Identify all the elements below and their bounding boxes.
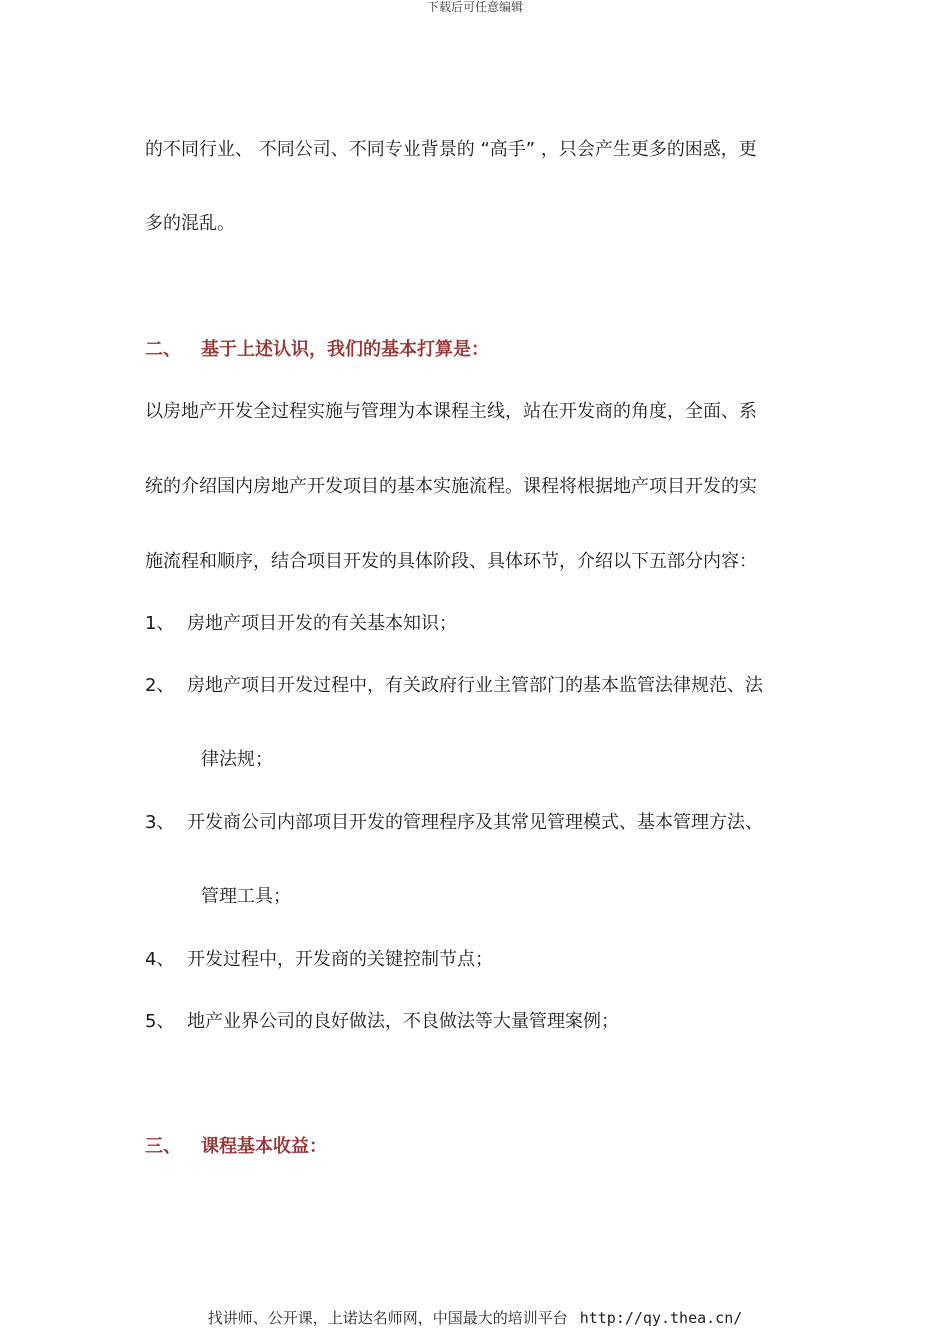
list-item-number: 5、 [145, 1011, 175, 1032]
section-2-number: 二、 [145, 339, 181, 360]
list-item-text: 开发过程中，开发商的关键控制节点； [187, 949, 493, 970]
list-item-text: 房地产项目开发过程中，有关政府行业主管部门的基本监管法律规范、法 [187, 675, 763, 696]
list-item-text: 开发商公司内部项目开发的管理程序及其常见管理模式、基本管理方法、 [187, 812, 763, 833]
section-2-paragraph-line-2: 统的介绍国内房地产开发项目的基本实施流程。课程将根据地产项目开发的实 [145, 476, 757, 497]
list-item-3-continuation: 管理工具； [201, 886, 291, 907]
section-2-heading [145, 338, 489, 362]
list-item-2-continuation: 律法规； [201, 749, 273, 770]
list-item-5 [145, 1010, 619, 1034]
footer [0, 1308, 950, 1328]
list-item-number: 3、 [145, 812, 175, 833]
list-item-number: 2、 [145, 675, 175, 696]
section-3-number: 三、 [145, 1136, 181, 1157]
section-2-title: 基于上述认识，我们的基本打算是： [201, 339, 489, 360]
footer-url[interactable]: http://qy.thea.cn/ [579, 1309, 743, 1327]
list-item-2 [145, 674, 763, 698]
footer-text: 找讲师、公开课，上诺达名师网，中国最大的培训平台 [207, 1309, 568, 1327]
list-item-number: 1、 [145, 613, 175, 634]
section-2-paragraph-line-1: 以房地产开发全过程实施与管理为本课程主线，站在开发商的角度，全面、系 [145, 401, 757, 422]
list-item-number: 4、 [145, 949, 175, 970]
list-item-text: 房地产项目开发的有关基本知识； [187, 613, 457, 634]
section-3-heading [145, 1135, 327, 1159]
header-note: 下载后可任意编辑 [426, 0, 523, 14]
section-3-title: 课程基本收益： [201, 1136, 327, 1157]
intro-line-1: 的不同行业、 不同公司、不同专业背景的 “高手” ，只会产生更多的困惑，更 [145, 139, 757, 160]
intro-line-2: 多的混乱。 [145, 213, 235, 234]
list-item-text: 地产业界公司的良好做法，不良做法等大量管理案例； [187, 1011, 619, 1032]
section-2-paragraph-line-3: 施流程和顺序，结合项目开发的具体阶段、具体环节，介绍以下五部分内容： [145, 551, 757, 572]
list-item-3 [145, 811, 763, 835]
list-item-4 [145, 948, 493, 972]
list-item-1 [145, 612, 457, 636]
